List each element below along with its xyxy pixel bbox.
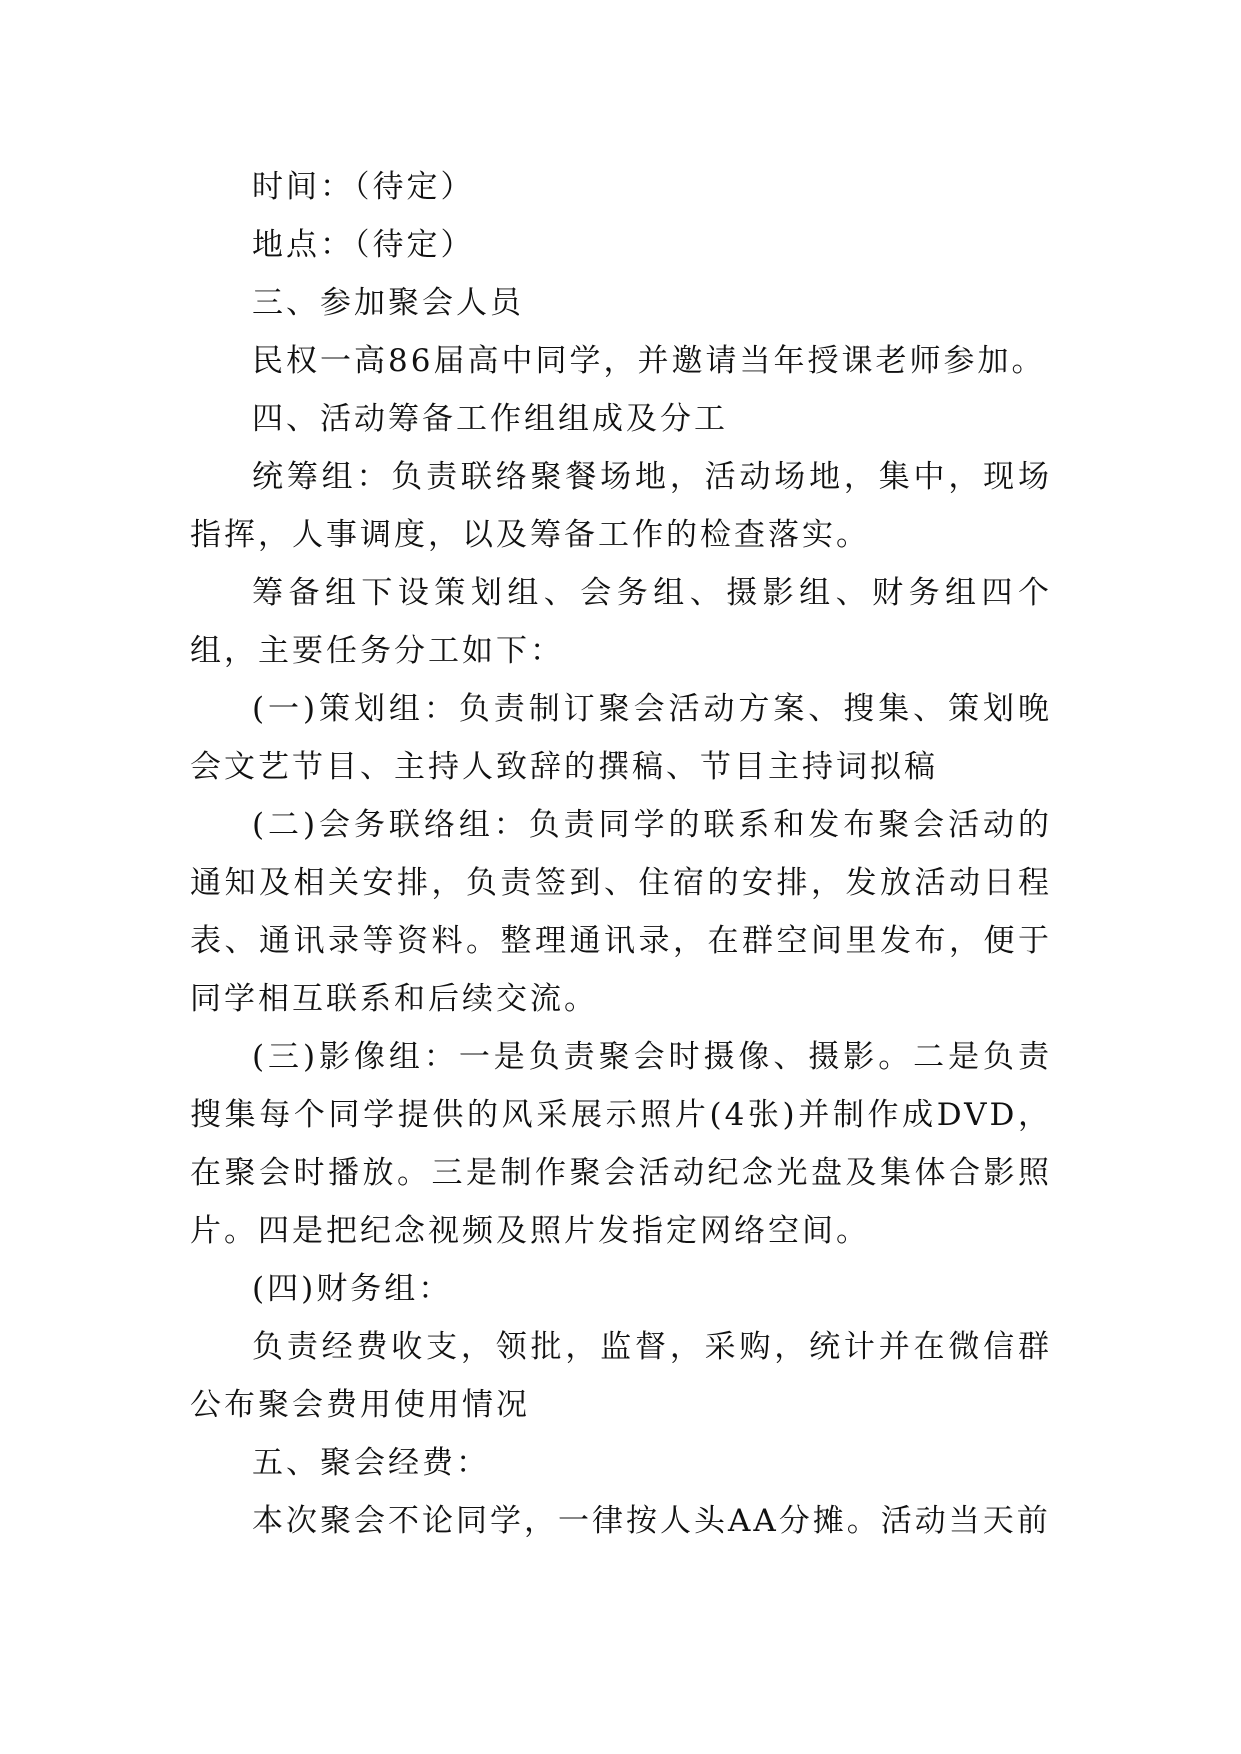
paragraph-attendees: 民权一高86届高中同学，并邀请当年授课老师参加。: [252, 343, 1046, 379]
paragraph-planning-group: (一)策划组：负责制订聚会活动方案、搜集、策划晚会文艺节目、主持人致辞的撰稿、节目主持词拟稿: [190, 691, 1052, 785]
paragraph-time: 时间：（待定）: [252, 169, 475, 205]
document-body: [190, 158, 1052, 1550]
section-heading-attendees: 三、参加聚会人员: [252, 285, 524, 321]
section-heading-working-groups: 四、活动筹备工作组组成及分工: [252, 401, 728, 437]
paragraph-finance-group: 负责经费收支，领批，监督，采购，统计并在微信群公布聚会费用使用情况: [190, 1329, 1052, 1423]
paragraph-liaison-group: (二)会务联络组：负责同学的联系和发布聚会活动的通知及相关安排，负责签到、住宿的安排，发放活动日程表、通讯录等资料。整理通讯录，在群空间里发布，便于同学相互联系和后续交流。: [190, 807, 1052, 1017]
paragraph-location: 地点：（待定）: [252, 227, 475, 263]
paragraph-finance-group-heading: (四)财务组：: [252, 1271, 453, 1307]
paragraph-preparation-groups: 筹备组下设策划组、会务组、摄影组、财务组四个组，主要任务分工如下：: [190, 575, 1052, 669]
paragraph-media-group: (三)影像组：一是负责聚会时摄像、摄影。二是负责搜集每个同学提供的风采展示照片(4张)并制作成DVD，在聚会时播放。三是制作聚会活动纪念光盘及集体合影照片。四是把纪念视频及照片发指定网络空间。: [190, 1039, 1052, 1249]
paragraph-coordination-group: 统筹组：负责联络聚餐场地，活动场地，集中，现场指挥，人事调度，以及筹备工作的检查落实。: [190, 459, 1052, 553]
section-heading-expenses: 五、聚会经费：: [252, 1445, 490, 1481]
paragraph-expenses: 本次聚会不论同学，一律按人头AA分摊。活动当天前: [252, 1503, 1051, 1539]
